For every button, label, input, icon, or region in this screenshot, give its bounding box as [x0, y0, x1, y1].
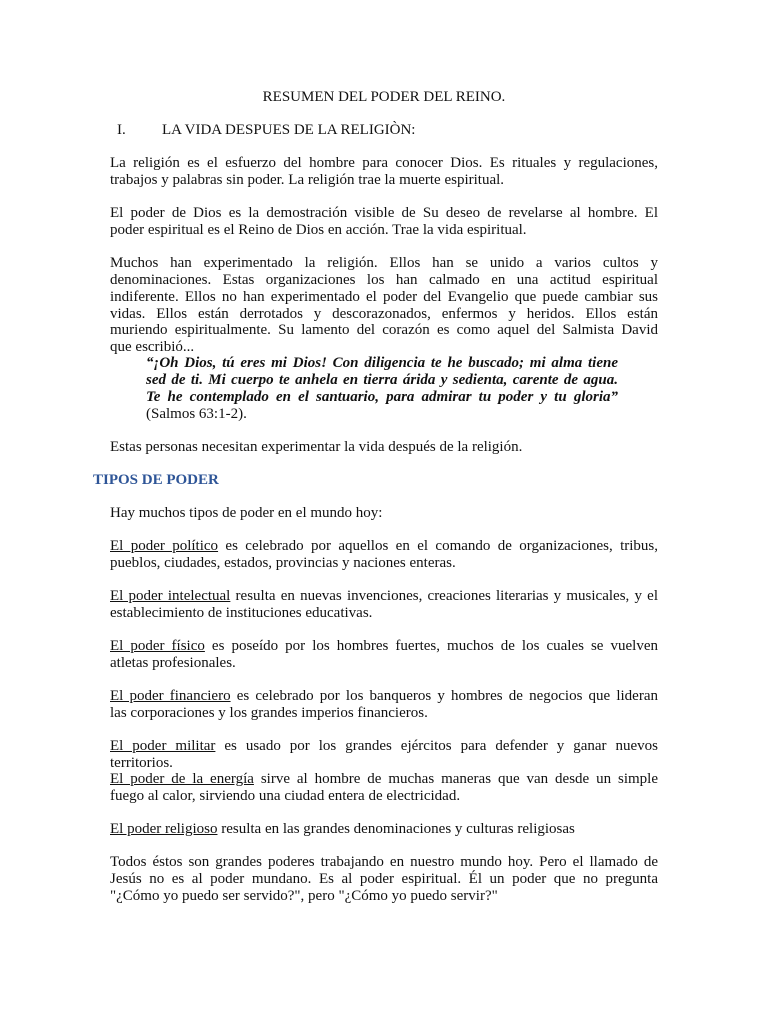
closing-line: Jesús no es al poder mundano. Es al poder espiritual. Él un poder que no pregunta [110, 871, 658, 887]
power-item: El poder religioso resulta en las grandes denominaciones y culturas religiosas [110, 821, 575, 837]
power-term: El poder de la energía [110, 771, 254, 787]
closing-line: Todos éstos son grandes poderes trabajando en nuestro mundo hoy. Pero el llamado de [110, 854, 658, 870]
paragraph-line: Estas personas necesitan experimentar la vida después de la religión. [110, 439, 523, 455]
power-term: El poder militar [110, 738, 216, 754]
quote-line: “¡Oh Dios, tú eres mi Dios! Con diligencia te he buscado; mi alma tiene [146, 355, 618, 371]
section-heading-tipos: TIPOS DE PODER [93, 472, 219, 488]
power-item: El poder intelectual resulta en nuevas invenciones, creaciones literarias y musicales, y el [110, 588, 658, 604]
paragraph-line: trabajos y palabras sin poder. La religión trae la muerte espiritual. [110, 172, 505, 188]
paragraph-line: poder espiritual es el Reino de Dios en acción. Trae la vida espiritual. [110, 222, 527, 238]
power-item: El poder financiero es celebrado por los banqueros y hombres de negocios que lideran [110, 688, 658, 704]
tipos-intro: Hay muchos tipos de poder en el mundo hoy: [110, 505, 383, 521]
power-term: El poder financiero [110, 688, 231, 704]
paragraph-line: vidas. Ellos están derrotados y descorazonados, enfermos y heridos. Ellos están [110, 306, 658, 322]
paragraph-line: indiferente. Ellos no han experimentado el poder del Evangelio que puede cambiar sus [110, 289, 658, 305]
power-term: El poder político [110, 538, 219, 554]
paragraph-line: Muchos han experimentado la religión. Ellos han se unido a varios cultos y [110, 255, 658, 271]
power-item-line2: establecimiento de instituciones educativas. [110, 605, 373, 621]
paragraph-line: muriendo espiritualmente. Su lamento del corazón es como aquel del Salmista David [110, 322, 658, 338]
paragraph-line: denominaciones. Estas organizaciones los han calmado en una actitud espiritual [110, 272, 658, 288]
document-title: RESUMEN DEL PODER DEL REINO. [262, 89, 506, 105]
power-item-line2: atletas profesionales. [110, 655, 236, 671]
power-item: El poder político es celebrado por aquellos en el comando de organizaciones, tribus, [110, 538, 659, 554]
power-item-line2: pueblos, ciudades, estados, provincias y naciones enteras. [110, 555, 456, 571]
power-term: El poder físico [110, 638, 205, 654]
power-item: El poder físico es poseído por los hombres fuertes, muchos de los cuales se vuelven [110, 638, 658, 654]
paragraph-line: La religión es el esfuerzo del hombre para conocer Dios. Es rituales y regulaciones, [110, 155, 658, 171]
quote-line: sed de ti. Mi cuerpo te anhela en tierra árida y sedienta, carente de agua. [146, 372, 618, 388]
quote-reference: (Salmos 63:1-2). [146, 406, 247, 422]
power-item: El poder militar es usado por los grandes ejércitos para defender y ganar nuevos [110, 738, 658, 754]
power-item-line2: territorios. [110, 755, 173, 771]
power-item: El poder de la energía sirve al hombre de muchas maneras que van desde un simple [110, 771, 658, 787]
section-number: I. [117, 122, 126, 138]
quote-line: Te he contemplado en el santuario, para admirar tu poder y tu gloria” [146, 389, 618, 405]
closing-line: "¿Cómo yo puedo ser servido?", pero "¿Cómo yo puedo servir?" [110, 888, 498, 904]
paragraph-line: que escribió... [110, 339, 195, 355]
section-heading: LA VIDA DESPUES DE LA RELIGIÒN: [162, 122, 416, 138]
power-item-line2: las corporaciones y los grandes imperios financieros. [110, 705, 428, 721]
paragraph-line: El poder de Dios es la demostración visible de Su deseo de revelarse al hombre. El [110, 205, 658, 221]
power-term: El poder intelectual [110, 588, 231, 604]
power-term: El poder religioso [110, 821, 218, 837]
power-item-line2: fuego al calor, sirviendo una ciudad entera de electricidad. [110, 788, 461, 804]
